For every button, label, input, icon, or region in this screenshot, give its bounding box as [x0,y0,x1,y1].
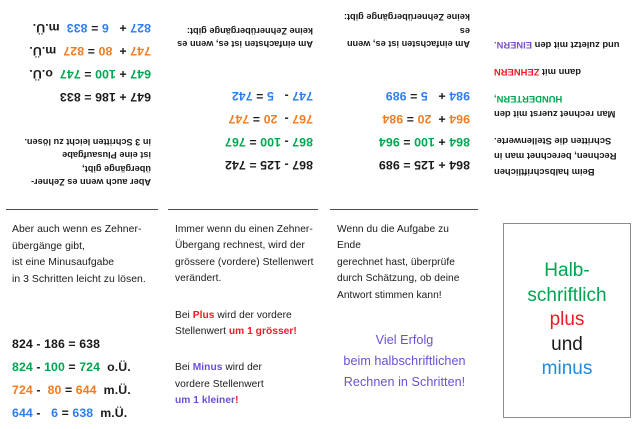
equation-result: 964 [378,135,400,149]
equation-list-plus-simple [335,84,470,176]
intro-line: keine Zehnerübergänge gibt: [343,12,470,23]
panel-column-3 [325,0,482,429]
keyword-plus: Plus [192,309,215,321]
equation-operator: + [115,44,131,59]
equation-operand-a: 747 [292,89,313,103]
equation-operand-a: 767 [292,112,313,126]
equation-operator: - [280,158,293,172]
panel-check-answer [325,212,482,429]
closing-line: beim halbschriftlichen [343,354,466,369]
equation-note: o.Ü. [100,360,131,374]
tip-line: vordere Stellenwert [175,378,264,390]
equation-operand-a: 867 [292,158,313,172]
fold-divider-right [330,209,478,210]
equation-result: 724 [79,360,101,374]
rule-line: Rechnen, berechnet man in [494,151,617,163]
equation-result: 638 [79,337,101,351]
rule-text: und zuletzt mit den [532,40,620,52]
plus-carry-intro [10,134,151,188]
equation-row [173,107,313,130]
intro-line: ist eine Plusaufgabe [62,150,151,161]
equation-operator: - [32,406,45,420]
equation-row [12,356,153,379]
equation-operator: - [32,360,45,374]
panel-minus-no-carry [163,0,325,206]
cover-title-block [527,259,606,382]
rule-line: Beim halbschriftlichen [494,167,595,178]
equation-operand-b: 20 [263,112,281,126]
equation-equals: = [58,406,73,420]
check-line: gerechnet hast, überprüfe [337,256,455,268]
equation-operand-a: 824 [12,337,33,351]
equation-result: 747 [228,112,250,126]
equation-note: m.Ü. [32,21,67,36]
equation-operand-a: 647 [130,67,151,82]
equation-result: 638 [72,406,94,420]
check-line: Antwort stimmen kann! [337,289,442,301]
closing-line: Rechnen in Schritten! [343,375,466,390]
tip-text: Stellenwert [175,326,229,338]
equation-result: 984 [382,112,404,126]
tip-text: wird der vordere [214,309,292,321]
equation-equals: = [84,44,99,59]
equation-operand-a: 644 [12,406,33,420]
equation-equals: = [80,67,96,82]
equation-operator: - [32,337,45,351]
cover-title-line-1: Halb- [544,260,590,282]
intro-line: Am einfachsten ist es, wenn es [177,39,313,49]
minus-simple-intro [173,23,313,50]
equation-operand-b: 100 [414,135,435,149]
equation-equals: = [64,360,80,374]
equation-row [10,62,151,85]
cover-title-plus: plus [549,309,585,331]
equation-note: o.Ü. [29,67,60,82]
equation-operand-b: 20 [417,112,435,126]
equation-equals: = [64,337,80,351]
intro-line: übergänge gibt, [12,240,85,252]
equation-equals: = [399,135,415,149]
equation-operand-a: 647 [130,90,151,105]
equation-operator: - [32,383,45,397]
equation-result: 989 [385,89,407,103]
equation-operand-a: 864 [449,135,470,149]
cover-title-und: und [551,333,583,355]
equation-operand-b: 6 [44,406,59,420]
equation-result: 644 [75,383,97,397]
panel-column-2 [163,0,325,429]
equation-row [12,402,153,425]
intro-line: Aber auch wenn es Zehner- [31,177,151,187]
equation-row [335,153,470,176]
equation-row [173,153,313,176]
equation-operand-a: 827 [130,21,151,36]
equation-operand-b: 6 [101,21,116,36]
equation-result: 747 [59,67,81,82]
tip-line: grössere (vordere) Stellenwert [175,256,314,268]
plus-simple-intro [335,10,470,50]
minus-carry-intro [12,222,153,288]
equation-equals: = [406,89,421,103]
keyword-one-greater: um 1 grösser [228,326,294,338]
equation-result: 827 [63,44,85,59]
panel-carry-tip [163,212,325,429]
check-paragraph [337,222,472,304]
equation-equals: = [80,90,96,105]
tip-text: ! [293,326,297,338]
tip-line: Übergang rechnest, wird der [175,240,305,252]
equation-list-minus-simple [173,84,313,176]
equation-operand-b: 100 [260,135,281,149]
equation-row [335,130,470,153]
equation-note: m.Ü. [93,406,128,420]
equation-equals: = [403,112,418,126]
tip-line: verändert. [175,273,222,285]
rule-line: Man rechnet zuerst mit den [494,109,616,121]
equation-operand-b: 100 [44,360,65,374]
tip-line [175,360,315,376]
equation-result: 742 [224,158,246,172]
closing-message [337,330,472,393]
equation-operand-b: 186 [44,337,65,351]
equation-operator: + [115,21,131,36]
intro-line: in 3 Schritten leicht zu lösen. [12,273,146,285]
equation-operator: + [434,89,450,103]
tip-text: Bei [175,362,193,374]
equation-operand-a: 724 [12,383,33,397]
closing-line: Viel Erfolg [375,333,434,348]
equation-result: 833 [59,90,81,105]
equation-result: 833 [66,21,88,36]
tip-text: Bei [175,309,193,321]
rule-line: Schritten die Stellenwerte. [494,135,612,147]
equation-row [335,107,470,130]
equation-operand-a: 867 [292,135,313,149]
equation-operand-a: 747 [130,44,151,59]
tip-line [175,393,315,409]
equation-operator: + [434,135,450,149]
equation-row [10,85,151,108]
panel-column-1 [0,0,163,429]
equation-operator: - [280,89,293,103]
equation-operator: - [280,135,293,149]
equation-operator: + [434,112,450,126]
equation-result: 742 [231,89,253,103]
equation-result: 989 [378,158,400,172]
equation-operand-a: 864 [449,158,470,172]
equation-operator: - [280,112,293,126]
equation-operand-b: 80 [98,44,116,59]
equation-operand-b: 125 [414,158,435,172]
equation-operator: + [115,90,131,105]
equation-operator: + [115,67,131,82]
tip-paragraph-minus [175,360,315,409]
panel-method-rule [482,0,640,206]
keyword-zehner: ZEHNERN [494,67,540,79]
equation-operand-b: 186 [95,90,116,105]
intro-line: Aber auch wenn es Zehner- [12,224,142,235]
equation-equals: = [249,112,264,126]
tip-line [175,308,315,324]
fold-divider-left [6,209,158,210]
equation-row [173,130,313,153]
cover-title-minus: minus [541,358,593,380]
intro-line: in 3 Schritten leicht zu lösen. [24,136,151,147]
equation-operand-b: 125 [260,158,281,172]
intro-line: Am einfachsten ist es, wenn es [346,25,470,49]
equation-equals: = [245,158,261,172]
equation-note: m.Ü. [96,383,131,397]
equation-equals: = [87,21,102,36]
equation-operand-b: 5 [420,89,435,103]
equation-result: 767 [224,135,246,149]
rule-text: dann mit [539,67,581,79]
equation-operand-a: 824 [12,360,33,374]
equation-equals: = [245,135,261,149]
equation-operand-a: 964 [449,112,470,126]
equation-row [10,39,151,62]
tip-text: wird der [222,362,262,374]
tip-line: Immer wenn du einen Zehner- [175,224,313,235]
cover-panel [503,223,631,418]
equation-note: m.Ü. [29,44,64,59]
tip-text: ! [235,395,239,407]
intro-line: keine Zehnerübergänge gibt: [186,25,313,36]
equation-list-plus-carry [10,16,151,108]
fold-divider-middle [168,209,318,210]
keyword-one-smaller: um 1 kleiner [175,395,236,407]
equation-row [12,333,153,356]
equation-operand-a: 984 [449,89,470,103]
equation-operand-b: 5 [266,89,281,103]
intro-line: übergänge gibt, [82,163,151,174]
equation-row [12,379,153,402]
equation-row [173,84,313,107]
check-line: Wenn du die Aufgabe zu Ende [337,224,449,252]
equation-operand-b: 100 [95,67,116,82]
equation-equals: = [61,383,76,397]
keyword-minus: Minus [192,362,223,374]
intro-line: ist eine Minusaufgabe [12,257,115,269]
panel-minus-with-carry [0,212,163,429]
keyword-hunderter: HUNDERTERN, [494,93,563,105]
panel-plus-no-carry [325,0,482,206]
equation-equals: = [252,89,267,103]
check-line: durch Schätzung, ob deine [337,273,460,285]
cover-title-line-2: schriftlich [527,284,607,306]
tip-line [175,324,315,340]
rule-line [494,64,628,80]
equation-row [10,16,151,39]
equation-operand-b: 80 [44,383,62,397]
rule-line [494,38,628,54]
tip-paragraph-plus [175,308,315,341]
keyword-einer: EINERN. [494,40,533,52]
equation-equals: = [399,158,415,172]
tip-paragraph-1 [175,222,315,288]
panel-plus-with-carry [0,0,163,206]
equation-list-minus-carry [12,333,153,425]
equation-row [335,84,470,107]
equation-operator: + [434,158,450,172]
